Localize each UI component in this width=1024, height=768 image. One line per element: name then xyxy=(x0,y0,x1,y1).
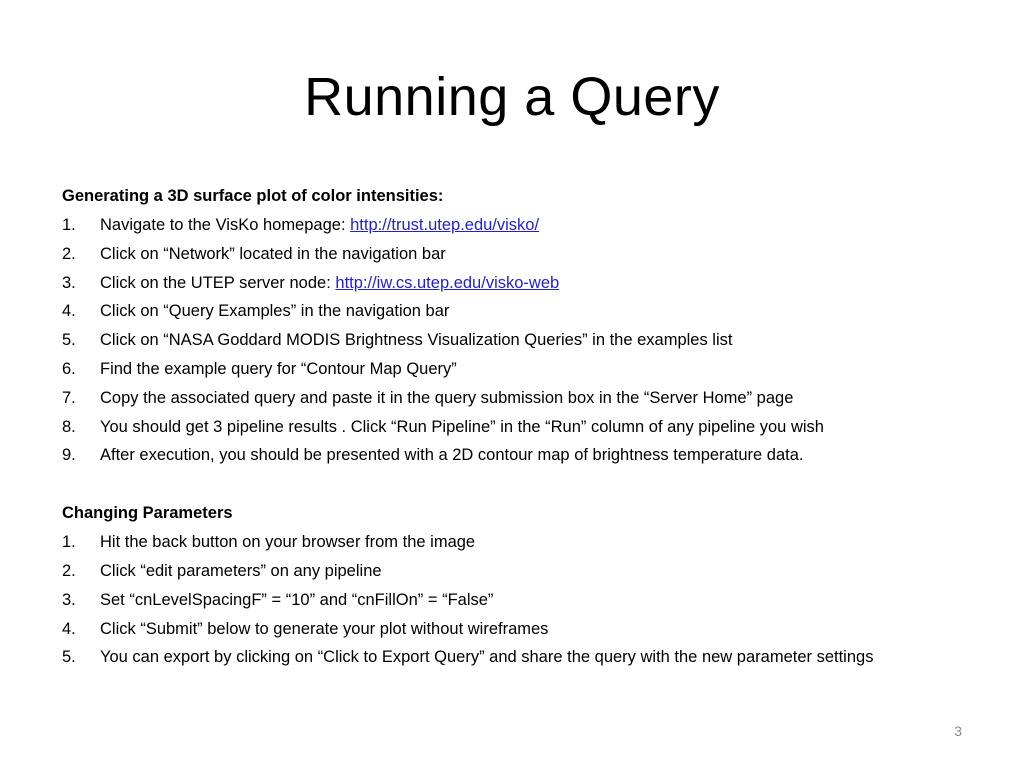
step-item xyxy=(62,643,982,672)
step-text: Click on “NASA Goddard MODIS Brightness Visualization Queries” in the examples list xyxy=(100,331,733,350)
step-item xyxy=(62,384,982,413)
step-number: 4. xyxy=(62,619,76,638)
step-text: Click on “Network” located in the navigation bar xyxy=(100,244,446,263)
step-item xyxy=(62,326,982,355)
page-number: 3 xyxy=(954,723,962,739)
step-text: Copy the associated query and paste it in the query submission box in the “Server Home” page xyxy=(100,388,794,407)
steps-list-generating xyxy=(62,211,982,470)
section-heading-changing-parameters: Changing Parameters xyxy=(62,504,233,523)
step-item xyxy=(62,297,982,326)
step-number: 7. xyxy=(62,388,76,407)
visko-homepage-link[interactable]: http://trust.utep.edu/visko/ xyxy=(350,216,540,234)
step-item xyxy=(62,586,982,615)
step-item xyxy=(62,528,982,557)
step-text: Click “Submit” below to generate your plot without wireframes xyxy=(100,619,549,638)
step-text-before: Navigate to the VisKo homepage: xyxy=(100,216,351,234)
step-text-before: Click on the UTEP server node: xyxy=(100,273,336,292)
step-item xyxy=(62,615,982,644)
step-number: 3. xyxy=(62,590,76,609)
steps-list-changing-parameters xyxy=(62,528,982,672)
step-text: You should get 3 pipeline results . Click “Run Pipeline” in the “Run” column of any pipeline you wish xyxy=(100,417,824,436)
step-text: You can export by clicking on “Click to Export Query” and share the query with the new parameter settings xyxy=(100,648,874,667)
step-item xyxy=(62,441,982,470)
step-number: 6. xyxy=(62,359,76,378)
step-number: 3. xyxy=(62,273,76,292)
step-text xyxy=(100,211,539,240)
step-number: 2. xyxy=(62,244,76,263)
step-number: 1. xyxy=(62,533,76,552)
step-number: 5. xyxy=(62,648,76,667)
step-text xyxy=(100,269,559,298)
step-number: 5. xyxy=(62,331,76,350)
step-text: Find the example query for “Contour Map Query” xyxy=(100,359,457,378)
step-text: Hit the back button on your browser from the image xyxy=(100,533,476,552)
slide-content xyxy=(62,182,982,672)
step-number: 9. xyxy=(62,446,76,465)
utep-server-node-link[interactable]: http://iw.cs.utep.edu/visko-web xyxy=(335,273,560,292)
step-item xyxy=(62,240,982,269)
section-heading-generating: Generating a 3D surface plot of color intensities: xyxy=(62,187,444,205)
step-text: Click “edit parameters” on any pipeline xyxy=(100,561,382,580)
slide-title: Running a Query xyxy=(304,67,720,127)
step-number: 2. xyxy=(62,561,76,580)
step-number: 1. xyxy=(62,216,76,234)
step-item xyxy=(62,413,982,442)
step-number: 4. xyxy=(62,302,76,321)
step-item xyxy=(62,557,982,586)
section-spacer xyxy=(62,470,982,499)
step-item xyxy=(62,269,982,298)
step-item xyxy=(62,211,982,240)
step-item xyxy=(62,355,982,384)
step-text: Set “cnLevelSpacingF” = “10” and “cnFillOn” = “False” xyxy=(100,590,494,609)
step-text: Click on “Query Examples” in the navigation bar xyxy=(100,302,450,321)
step-text: After execution, you should be presented with a 2D contour map of brightness temperature data. xyxy=(100,446,804,465)
step-number: 8. xyxy=(62,417,76,436)
